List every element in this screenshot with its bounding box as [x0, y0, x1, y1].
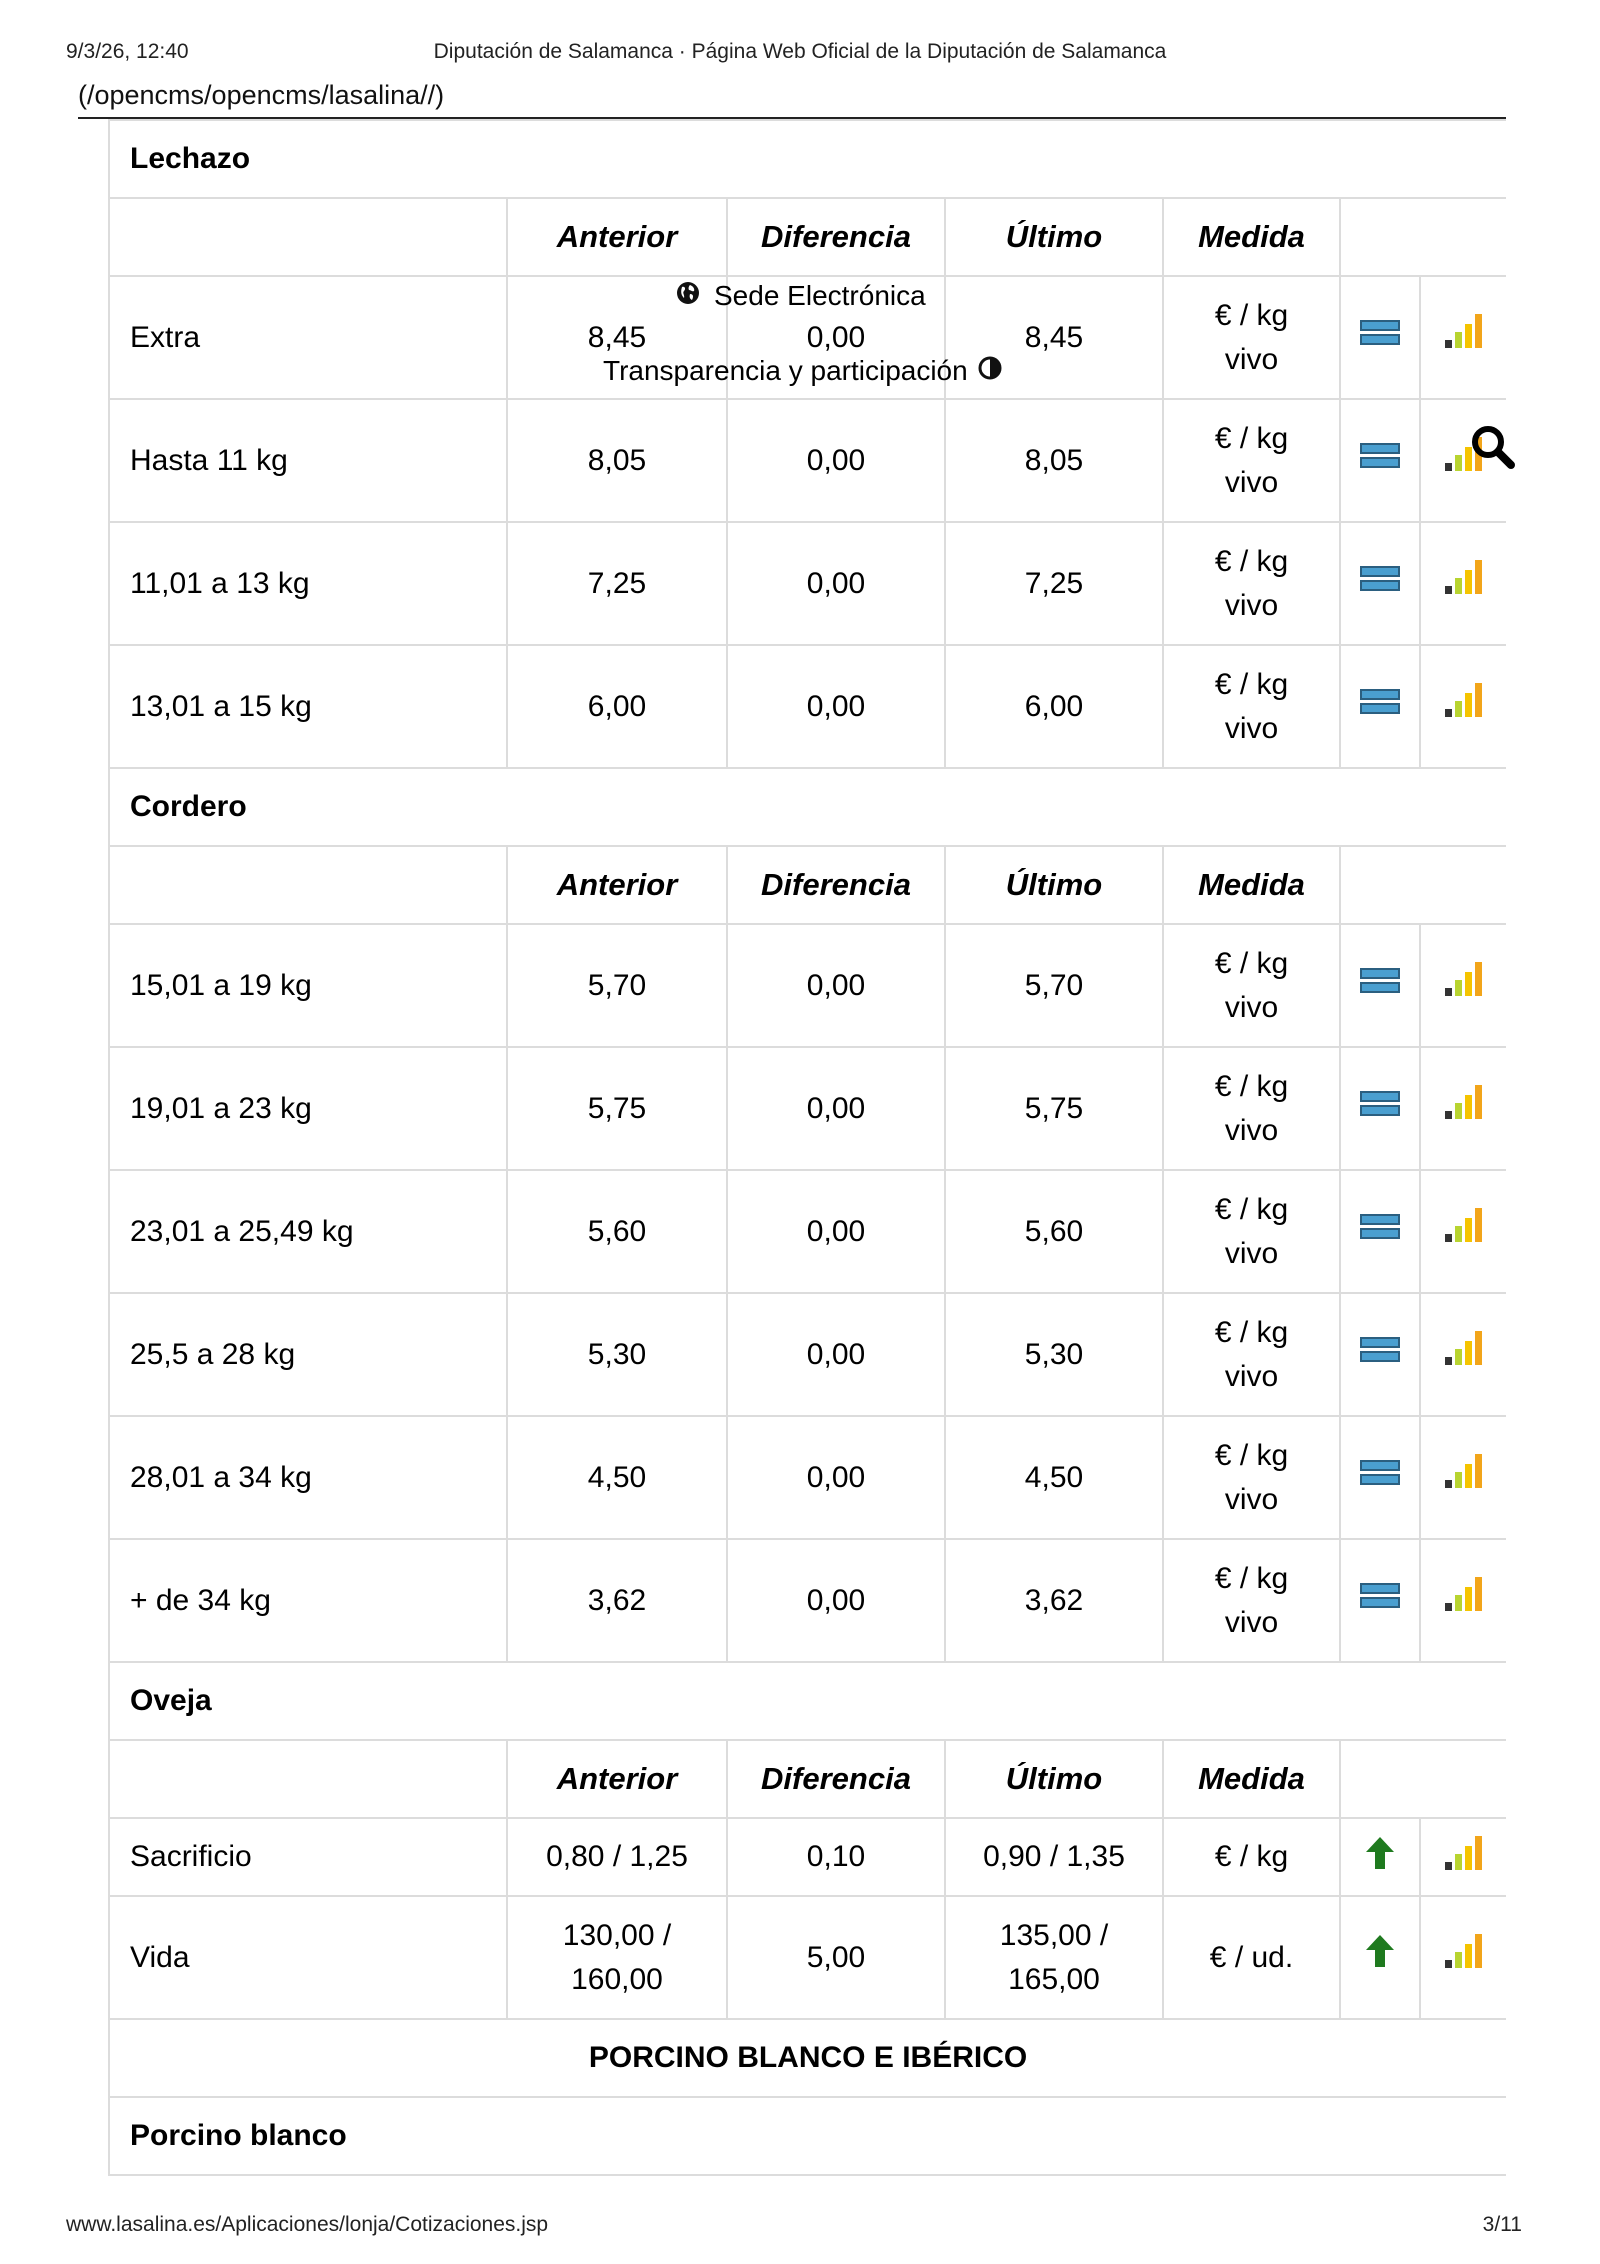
cell-ultimo: 5,70	[945, 924, 1163, 1047]
cell-anterior	[507, 1896, 727, 2019]
bar-chart-icon[interactable]	[1443, 961, 1485, 1010]
row-label: Hasta 11 kg	[109, 399, 507, 522]
contrast-icon[interactable]	[978, 355, 1002, 387]
print-datetime: 9/3/26, 12:40	[66, 40, 189, 63]
print-page-title: Diputación de Salamanca · Página Web Oficial de la Diputación de Salamanca	[433, 40, 1167, 63]
equal-trend-icon	[1360, 562, 1400, 606]
table-row	[109, 1818, 1506, 1896]
globe-icon	[676, 280, 700, 312]
chart-cell[interactable]	[1420, 1539, 1506, 1662]
equal-trend-icon	[1360, 1087, 1400, 1131]
medida-unit: € / kg	[1214, 544, 1289, 578]
column-header-diferencia: Diferencia	[727, 846, 945, 924]
sede-electronica-link[interactable]	[676, 280, 926, 312]
trend-cell	[1340, 1293, 1420, 1416]
column-header-medida: Medida	[1163, 846, 1340, 924]
cell-ultimo: 6,00	[945, 645, 1163, 768]
print-page-number: 3/11	[1482, 2213, 1522, 2236]
chart-cell[interactable]	[1420, 1416, 1506, 1539]
ultimo-line-1: 135,00 /	[999, 1918, 1109, 1952]
equal-trend-icon	[1360, 316, 1400, 360]
bar-chart-icon[interactable]	[1443, 1835, 1485, 1879]
column-header-diferencia: Diferencia	[727, 198, 945, 276]
cell-ultimo: 5,30	[945, 1293, 1163, 1416]
equal-trend-icon	[1360, 1333, 1400, 1377]
column-header-anterior: Anterior	[507, 846, 727, 924]
cell-ultimo	[945, 1896, 1163, 2019]
trend-cell	[1340, 1896, 1420, 2019]
chart-cell[interactable]	[1420, 276, 1506, 399]
cell-ultimo: 4,50	[945, 1416, 1163, 1539]
section-header-lechazo	[109, 120, 1506, 198]
up-arrow-icon	[1365, 1836, 1395, 1878]
section-title: Oveja	[109, 1662, 1506, 1740]
cell-medida	[1163, 1293, 1340, 1416]
trend-cell	[1340, 1539, 1420, 1662]
ultimo-line-2: 165,00	[1008, 1962, 1100, 1996]
column-header-empty	[1340, 198, 1506, 276]
quotes-table	[108, 119, 1506, 2176]
cell-anterior: 3,62	[507, 1539, 727, 1662]
search-icon[interactable]	[1470, 424, 1516, 475]
trend-cell	[1340, 522, 1420, 645]
bar-chart-icon[interactable]	[1443, 1330, 1485, 1379]
column-header-ultimo: Último	[945, 1740, 1163, 1818]
section-header-oveja	[109, 1662, 1506, 1740]
cell-ultimo: 5,60	[945, 1170, 1163, 1293]
table-row	[109, 924, 1506, 1047]
equal-trend-icon	[1360, 964, 1400, 1008]
print-header	[66, 40, 1534, 70]
cell-medida	[1163, 522, 1340, 645]
medida-unit: € / kg	[1214, 1315, 1289, 1349]
trend-cell	[1340, 1818, 1420, 1896]
row-label: + de 34 kg	[109, 1539, 507, 1662]
medida-qualifier: vivo	[1224, 711, 1279, 745]
medida-qualifier: vivo	[1224, 1236, 1279, 1270]
cell-ultimo: 0,90 / 1,35	[945, 1818, 1163, 1896]
bar-chart-icon[interactable]	[1443, 1207, 1485, 1256]
medida-unit: € / kg	[1214, 1561, 1289, 1595]
cell-diferencia: 0,00	[727, 924, 945, 1047]
bar-chart-icon[interactable]	[1443, 1453, 1485, 1502]
column-header-ultimo: Último	[945, 846, 1163, 924]
column-header-anterior: Anterior	[507, 1740, 727, 1818]
cell-anterior: 5,70	[507, 924, 727, 1047]
cell-anterior: 5,75	[507, 1047, 727, 1170]
bar-chart-icon[interactable]	[1443, 1576, 1485, 1625]
medida-qualifier: vivo	[1224, 342, 1279, 376]
table-row	[109, 399, 1506, 522]
cell-medida	[1163, 399, 1340, 522]
cell-diferencia: 5,00	[727, 1896, 945, 2019]
column-header-medida: Medida	[1163, 198, 1340, 276]
trend-cell	[1340, 399, 1420, 522]
row-label: 28,01 a 34 kg	[109, 1416, 507, 1539]
chart-cell[interactable]	[1420, 1293, 1506, 1416]
section-title: Lechazo	[109, 120, 1506, 198]
trend-cell	[1340, 1170, 1420, 1293]
medida-qualifier: vivo	[1224, 1359, 1279, 1393]
section-title: Cordero	[109, 768, 1506, 846]
chart-cell[interactable]	[1420, 645, 1506, 768]
cell-diferencia: 0,00	[727, 1170, 945, 1293]
cell-anterior: 7,25	[507, 522, 727, 645]
cell-anterior: 6,00	[507, 645, 727, 768]
column-header-empty	[1340, 846, 1506, 924]
section-header-cordero	[109, 768, 1506, 846]
cell-medida	[1163, 1539, 1340, 1662]
medida-qualifier: vivo	[1224, 990, 1279, 1024]
cell-anterior: 4,50	[507, 1416, 727, 1539]
cell-medida: € / ud.	[1163, 1896, 1340, 2019]
cell-ultimo: 8,05	[945, 399, 1163, 522]
cell-diferencia: 0,10	[727, 1818, 945, 1896]
cell-anterior: 5,30	[507, 1293, 727, 1416]
cell-diferencia: 0,00	[727, 522, 945, 645]
transparencia-link[interactable]	[603, 355, 1002, 387]
cell-diferencia: 0,00	[727, 645, 945, 768]
cell-medida	[1163, 924, 1340, 1047]
medida-qualifier: vivo	[1224, 1113, 1279, 1147]
cell-diferencia: 0,00	[727, 399, 945, 522]
medida-unit: € / kg	[1214, 1069, 1289, 1103]
anterior-line-1: 130,00 /	[562, 1918, 672, 1952]
row-label: 19,01 a 23 kg	[109, 1047, 507, 1170]
group-header-porcino	[109, 2019, 1506, 2097]
column-header-diferencia: Diferencia	[727, 1740, 945, 1818]
column-header-anterior: Anterior	[507, 198, 727, 276]
medida-unit: € / kg	[1214, 1192, 1289, 1226]
cell-ultimo: 8,45	[945, 276, 1163, 399]
equal-trend-icon	[1360, 1210, 1400, 1254]
cell-medida	[1163, 1047, 1340, 1170]
table-row	[109, 1539, 1506, 1662]
table-row	[109, 1170, 1506, 1293]
cell-medida	[1163, 276, 1340, 399]
cell-anterior: 8,05	[507, 399, 727, 522]
cell-ultimo: 5,75	[945, 1047, 1163, 1170]
bar-chart-icon[interactable]	[1443, 1084, 1485, 1133]
chart-cell[interactable]	[1420, 1896, 1506, 2019]
cell-anterior: 0,80 / 1,25	[507, 1818, 727, 1896]
row-label: Extra	[109, 276, 507, 399]
anterior-line-2: 160,00	[571, 1962, 663, 1996]
row-label: Vida	[109, 1896, 507, 2019]
column-header-row	[109, 198, 1506, 276]
bar-chart-icon[interactable]	[1443, 313, 1485, 362]
row-label: 11,01 a 13 kg	[109, 522, 507, 645]
chart-cell[interactable]	[1420, 1170, 1506, 1293]
cell-medida	[1163, 645, 1340, 768]
transparencia-label: Transparencia y participación	[603, 355, 968, 386]
cell-medida: € / kg	[1163, 1818, 1340, 1896]
print-footer	[66, 2213, 1534, 2243]
group-title: PORCINO BLANCO E IBÉRICO	[109, 2019, 1506, 2097]
column-header-empty	[1340, 1740, 1506, 1818]
cell-ultimo: 7,25	[945, 522, 1163, 645]
table-row	[109, 1416, 1506, 1539]
bar-chart-icon[interactable]	[1443, 682, 1485, 731]
medida-unit: € / kg	[1214, 946, 1289, 980]
bar-chart-icon[interactable]	[1443, 1933, 1485, 1982]
cell-medida	[1163, 1170, 1340, 1293]
column-header-medida: Medida	[1163, 1740, 1340, 1818]
equal-trend-icon	[1360, 1456, 1400, 1500]
cell-ultimo: 3,62	[945, 1539, 1163, 1662]
sede-electronica-label: Sede Electrónica	[714, 280, 926, 311]
bar-chart-icon[interactable]	[1443, 559, 1485, 608]
medida-unit: € / kg	[1214, 1438, 1289, 1472]
cell-diferencia: 0,00	[727, 1293, 945, 1416]
chart-cell[interactable]	[1420, 522, 1506, 645]
equal-trend-icon	[1360, 1579, 1400, 1623]
medida-qualifier: vivo	[1224, 1605, 1279, 1639]
equal-trend-icon	[1360, 685, 1400, 729]
row-label: 13,01 a 15 kg	[109, 645, 507, 768]
chart-cell[interactable]	[1420, 1047, 1506, 1170]
medida-qualifier: vivo	[1224, 1482, 1279, 1516]
chart-cell[interactable]	[1420, 924, 1506, 1047]
section-title: Porcino blanco	[109, 2097, 1506, 2175]
cell-diferencia: 0,00	[727, 276, 945, 399]
row-label: 23,01 a 25,49 kg	[109, 1170, 507, 1293]
cell-anterior: 5,60	[507, 1170, 727, 1293]
cell-diferencia: 0,00	[727, 1416, 945, 1539]
column-header-empty	[109, 846, 507, 924]
column-header-row	[109, 1740, 1506, 1818]
print-url: www.lasalina.es/Aplicaciones/lonja/Cotizaciones.jsp	[66, 2213, 549, 2236]
row-label: 25,5 a 28 kg	[109, 1293, 507, 1416]
column-header-empty	[109, 1740, 507, 1818]
trend-cell	[1340, 1047, 1420, 1170]
medida-unit: € / kg	[1214, 421, 1289, 455]
medida-qualifier: vivo	[1224, 588, 1279, 622]
trend-cell	[1340, 276, 1420, 399]
table-row	[109, 1293, 1506, 1416]
table-row	[109, 1896, 1506, 2019]
medida-unit: € / kg	[1214, 667, 1289, 701]
cell-anterior: 8,45	[507, 276, 727, 399]
cell-diferencia: 0,00	[727, 1539, 945, 1662]
trend-cell	[1340, 645, 1420, 768]
table-row	[109, 645, 1506, 768]
logo-link[interactable]: (/opencms/opencms/lasalina//)	[78, 80, 445, 110]
table-row	[109, 522, 1506, 645]
row-label: Sacrificio	[109, 1818, 507, 1896]
equal-trend-icon	[1360, 439, 1400, 483]
medida-unit: € / kg	[1214, 298, 1289, 332]
trend-cell	[1340, 924, 1420, 1047]
column-header-ultimo: Último	[945, 198, 1163, 276]
trend-cell	[1340, 1416, 1420, 1539]
chart-cell[interactable]	[1420, 1818, 1506, 1896]
column-header-empty	[109, 198, 507, 276]
up-arrow-icon	[1365, 1934, 1395, 1981]
medida-qualifier: vivo	[1224, 465, 1279, 499]
row-label: 15,01 a 19 kg	[109, 924, 507, 1047]
quotes-table-container	[108, 119, 1506, 2195]
cell-medida	[1163, 1416, 1340, 1539]
column-header-row	[109, 846, 1506, 924]
section-header-porcino-blanco	[109, 2097, 1506, 2175]
cell-diferencia: 0,00	[727, 1047, 945, 1170]
table-row	[109, 1047, 1506, 1170]
